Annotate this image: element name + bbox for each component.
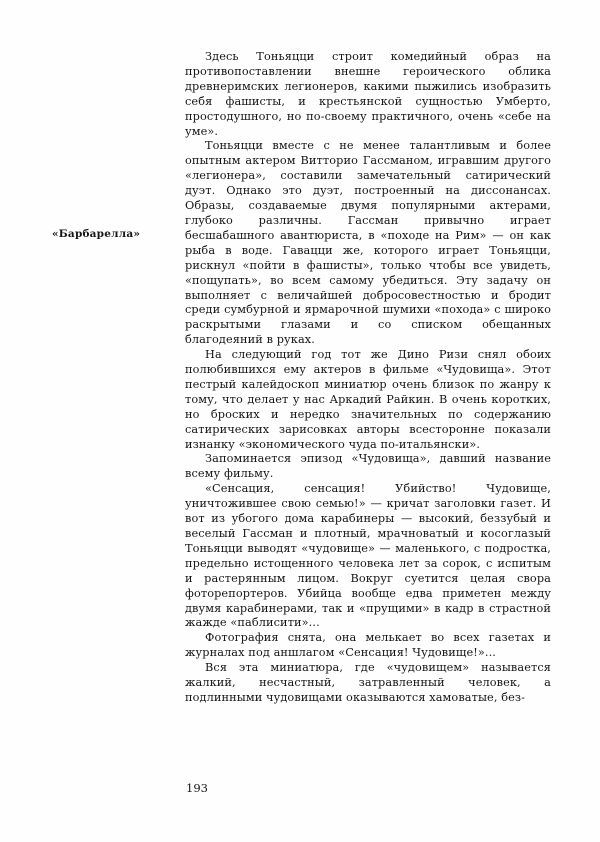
paragraph: На следующий год тот же Дино Ризи снял обоих полюбившихся ему актеров в фильме «Чудовища». Этот пестрый калейдоскоп миниатюр очень близок по жанру к тому, что делает у нас Аркадий Райкин. В очень коротких, но броских и нередко значительных по содержанию сатирических зарисовках авторы всесторонне показали изнанку «экономического чуда по-итальянски». bbox=[185, 348, 551, 451]
body-text bbox=[185, 50, 551, 706]
paragraph: «Сенсация, сенсация! Убийство! Чудовище, уничтожившее свою семью!» — кричат заголовки газет. И вот из убогого дома карабинеры — высокий, беззубый и веселый Гассман и плотный, мрачноватый и косоглазый Тоньяцци выводят «чудовище» — маленького, с подростка, предельно истощенного человека лет за сорок, с испитым и растерянным лицом. Вокруг суетится целая свора фоторепортеров. Убийца вообще едва приметен между двумя карабинерами, так и «прущими» в кадр в страстной жажде «паблисити»... bbox=[185, 482, 551, 630]
page-number: 193 bbox=[186, 781, 208, 795]
paragraph: Здесь Тоньяцци строит комедийный образ на противопоставлении внешне героического облика древнеримских легионеров, какими пыжились изобразить себя фашисты, и крестьянской сущностью Умберто, простодушного, но по-своему практичного, очень «себе на уме». bbox=[185, 50, 551, 138]
paragraph: Вся эта миниатюра, где «чудовищем» называется жалкий, несчастный, затравленный человек, а подлинными чудовищами оказываются хамоватые, без- bbox=[185, 661, 551, 704]
paragraph: Запоминается эпизод «Чудовища», давший название всему фильму. bbox=[185, 452, 551, 481]
paragraph: Тоньяцци вместе с не менее талантливым и более опытным актером Витторио Гассманом, игравшим другого «легионера», составили замечательный сатирический дуэт. Однако это дуэт, построенный на диссонансах. Образы, создаваемые двумя популярными актерами, глубоко различны. Гассман привычно играет бесшабашного авантюриста, в «походе на Рим» — он как рыба в воде. Гавацци же, которого играет Тоньяцци, рискнул «пойти в фашисты», только чтобы все увидеть, «пощупать», во всем самому убедиться. Эту задачу он выполняет с величайшей добросовестностью и бродит среди сумбурной и ярмарочной шумихи «похода» с широко раскрытыми глазами и со списком обещанных благодеяний в руках. bbox=[185, 139, 551, 347]
paragraph: Фотография снята, она мелькает во всех газетах и журналах под аншлагом «Сенсация! Чудовище!»... bbox=[185, 631, 551, 660]
margin-note: «Барбарелла» bbox=[52, 228, 141, 240]
